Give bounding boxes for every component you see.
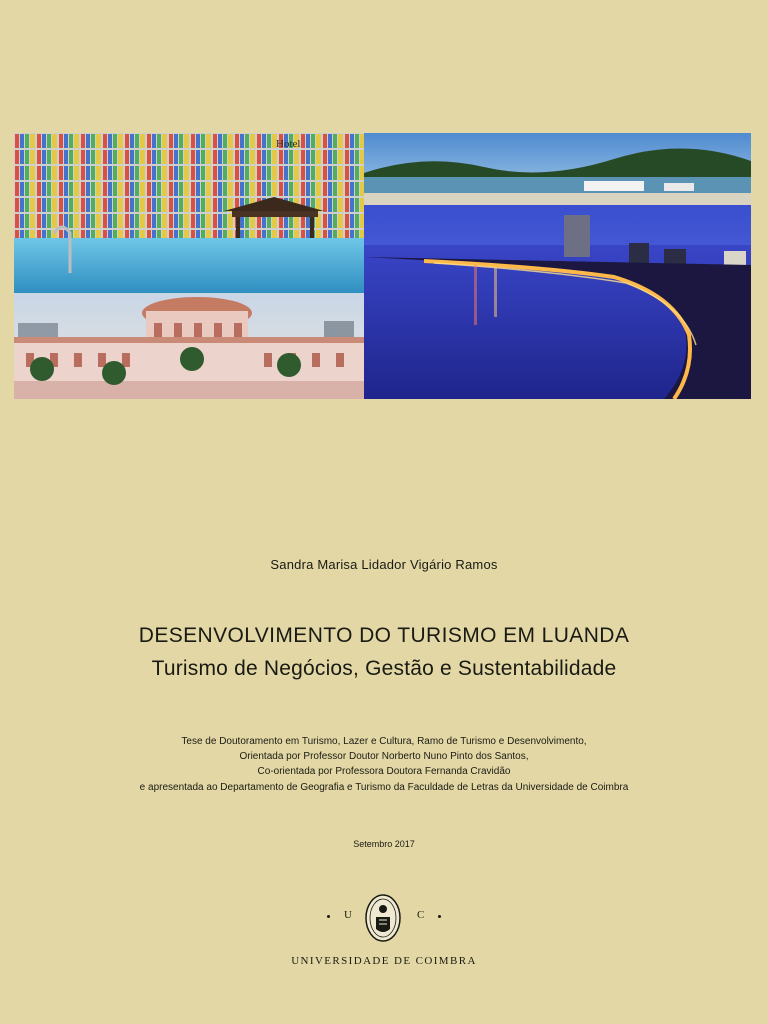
university-name (0, 955, 768, 967)
thesis-date: Setembro 2017 (353, 839, 415, 849)
thesis-description-line: Co-orientada por Professora Doutora Fernanda Cravidão (257, 766, 511, 777)
thesis-description-line: Orientada por Professor Doutor Norberto Nuno Pinto dos Santos, (239, 751, 529, 762)
thesis-title: DESENVOLVIMENTO DO TURISMO EM LUANDA (138, 624, 630, 647)
beach-photo (364, 133, 751, 205)
colonial-building-photo (14, 293, 364, 399)
dot-icon (327, 915, 330, 918)
thesis-subtitle: Turismo de Negócios, Gestão e Sustentabilidade (151, 657, 617, 680)
hotel-sign-text: Hotel (276, 138, 301, 150)
hotel-pool-photo (14, 133, 364, 293)
university-seal-row (0, 891, 768, 945)
thesis-description-line: e apresentada ao Departamento de Geografia e Turismo da Faculdade de Letras da Universidade de Coimbra (139, 782, 629, 793)
seal-letter-u: U (344, 909, 352, 921)
author-name: Sandra Marisa Lidador Vigário Ramos (270, 557, 498, 572)
seal-letter-c: C (417, 909, 425, 921)
dot-icon (438, 915, 441, 918)
university-name-text: UNIVERSIDADE DE COIMBRA (291, 955, 477, 967)
luanda-bay-night-photo (364, 205, 751, 399)
university-seal-icon (364, 893, 402, 948)
cover-photo-collage (14, 133, 751, 399)
thesis-description-line: Tese de Doutoramento em Turismo, Lazer e Cultura, Ramo de Turismo e Desenvolvimento, (181, 736, 587, 747)
